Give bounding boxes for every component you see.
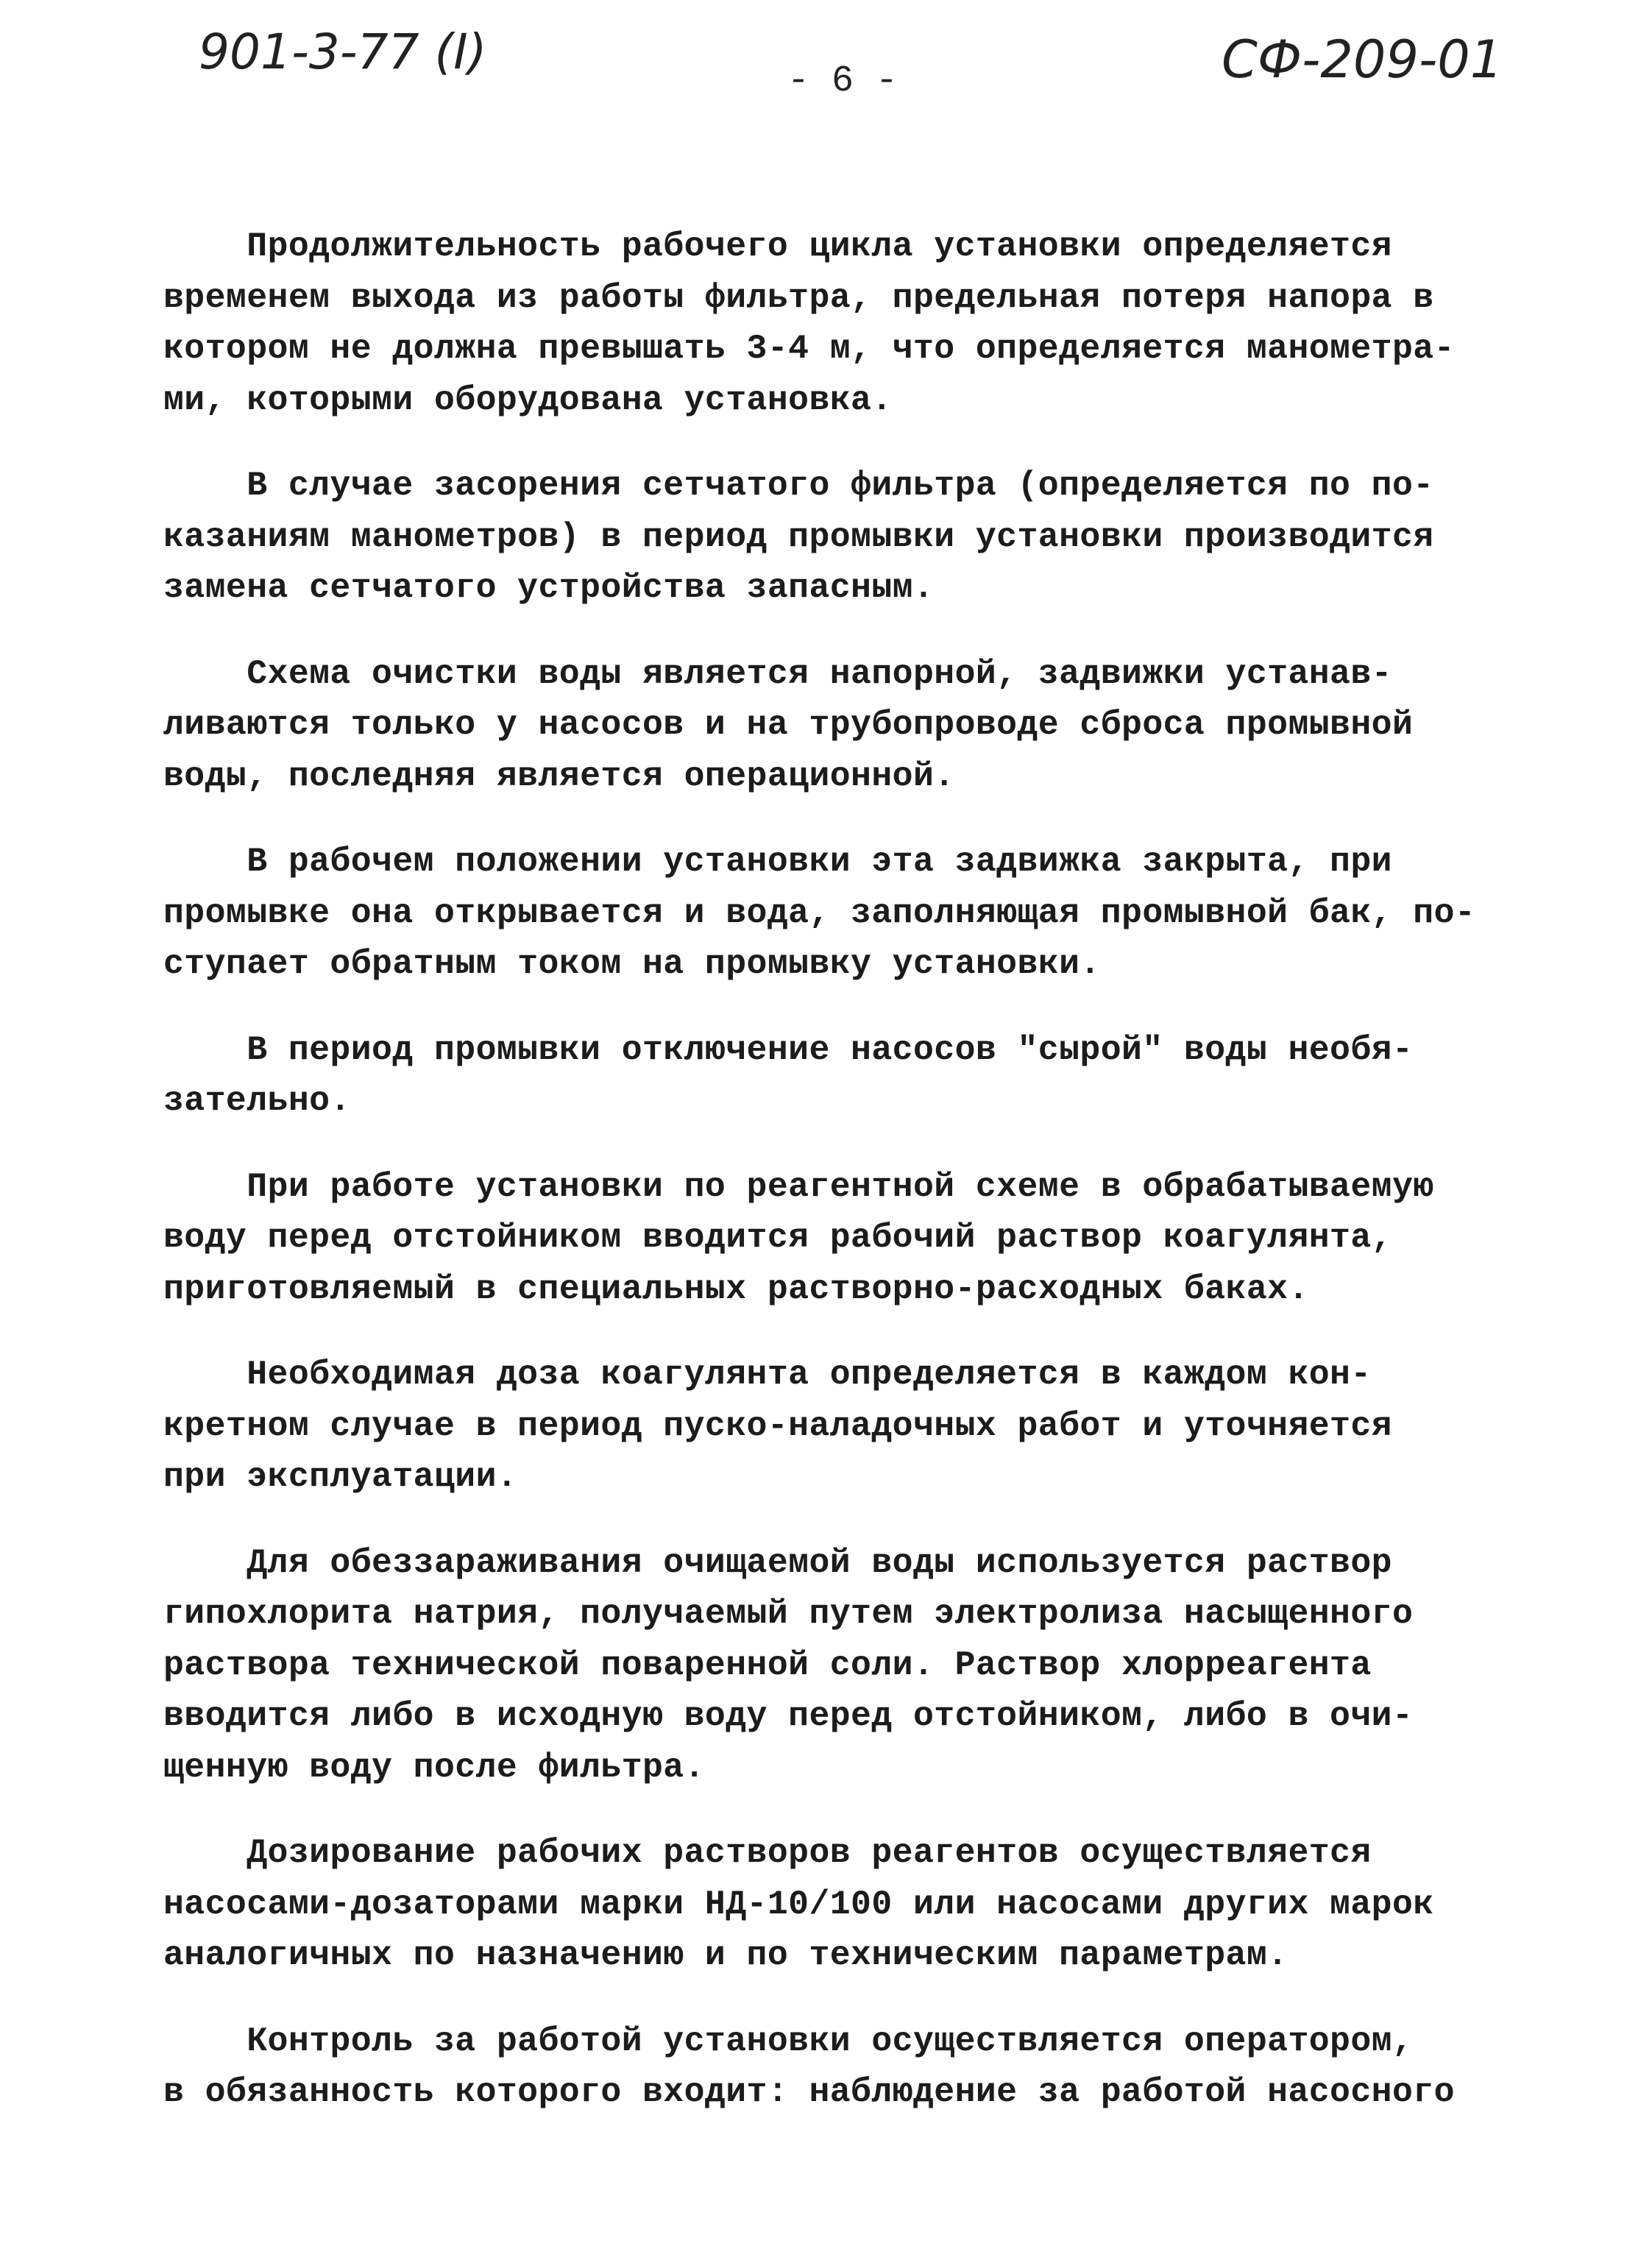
text-line: промывке она открывается и вода, заполняющая промывной бак, по- bbox=[163, 893, 1476, 932]
text-line: Схема очистки воды является напорной, задвижки устанав- bbox=[163, 653, 1392, 693]
page-number: - 6 - bbox=[787, 60, 898, 102]
text-line: ливаются только у насосов и на трубопроводе сброса промывной bbox=[163, 705, 1414, 744]
text-line: ми, которыми оборудована установка. bbox=[163, 380, 893, 419]
text-line: гипохлорита натрия, получаемый путем электролиза насыщенного bbox=[163, 1594, 1414, 1633]
text-line: воды, последняя является операционной. bbox=[163, 756, 955, 796]
text-line: Необходимая доза коагулянта определяется в каждом кон- bbox=[163, 1355, 1372, 1394]
text-line: В рабочем положении установки эта задвижка закрыта, при bbox=[163, 842, 1392, 881]
paragraph bbox=[163, 1161, 1547, 1315]
text-line: Для обеззараживания очищаемой воды используется раствор bbox=[163, 1542, 1392, 1582]
text-line: котором не должна превышать 3-4 м, что определяется манометра- bbox=[163, 329, 1455, 368]
paragraph bbox=[163, 1349, 1547, 1503]
text-line: казаниям манометров) в период промывки установки производится bbox=[163, 517, 1434, 556]
text-line: временем выхода из работы фильтра, предельная потеря напора в bbox=[163, 277, 1434, 317]
text-line: кретном случае в период пуско-наладочных работ и уточняется bbox=[163, 1406, 1392, 1445]
text-line: насосами-дозаторами марки НД-10/100 или насосами других марок bbox=[163, 1884, 1434, 1924]
paragraph bbox=[163, 648, 1547, 802]
text-line: В период промывки отключение насосов "сырой" воды необя- bbox=[163, 1030, 1414, 1069]
text-line: раствора технической поваренной соли. Раствор хлорреагента bbox=[163, 1645, 1372, 1685]
text-line: щенную воду после фильтра. bbox=[163, 1747, 705, 1787]
text-line: замена сетчатого устройства запасным. bbox=[163, 568, 935, 607]
text-line: ступает обратным током на промывку установки. bbox=[163, 944, 1101, 983]
sheet-code: СФ-209-01 bbox=[1222, 29, 1503, 90]
text-line: Контроль за работой установки осуществляется оператором, bbox=[163, 2021, 1414, 2061]
text-line: В случае засорения сетчатого фильтра (определяется по по- bbox=[163, 466, 1434, 505]
text-line: Продолжительность рабочего цикла установки определяется bbox=[163, 227, 1392, 266]
doc-code: 901-3-77 (I) bbox=[199, 24, 487, 80]
paragraph bbox=[163, 1827, 1547, 1981]
text-line: вводится либо в исходную воду перед отстойником, либо в очи- bbox=[163, 1696, 1414, 1735]
text-line: приготовляемый в специальных растворно-расходных баках. bbox=[163, 1269, 1309, 1308]
text-line: аналогичных по назначению и по техническим параметрам. bbox=[163, 1935, 1288, 1974]
text-line: При работе установки по реагентной схеме в обрабатываемую bbox=[163, 1166, 1434, 1206]
paragraph bbox=[163, 1537, 1547, 1793]
text-line: Дозирование рабочих растворов реагентов осуществляется bbox=[163, 1833, 1372, 1872]
text-line: в обязанность которого входит: наблюдение за работой насосного bbox=[163, 2072, 1455, 2111]
paragraph bbox=[163, 2016, 1547, 2118]
paragraph bbox=[163, 460, 1547, 614]
text-line: при эксплуатации. bbox=[163, 1457, 518, 1496]
paragraph bbox=[163, 836, 1547, 990]
text-line: зательно. bbox=[163, 1081, 351, 1120]
text-line: воду перед отстойником вводится рабочий раствор коагулянта, bbox=[163, 1218, 1392, 1257]
paragraph bbox=[163, 221, 1547, 425]
document-body bbox=[163, 221, 1547, 2153]
paragraph bbox=[163, 1024, 1547, 1127]
